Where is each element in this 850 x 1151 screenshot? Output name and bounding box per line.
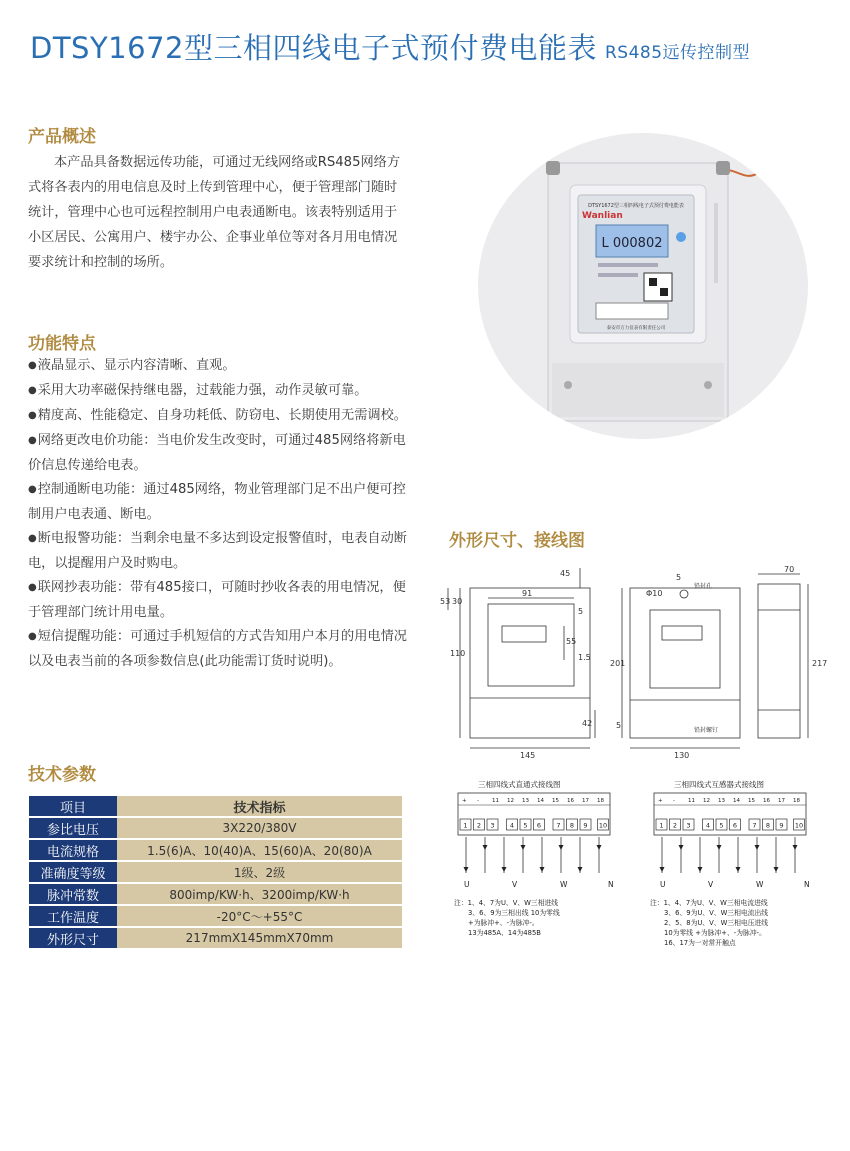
table-row xyxy=(29,883,402,905)
product-photo xyxy=(478,133,808,439)
spec-key: 准确度等级 xyxy=(29,861,117,883)
spec-key: 参比电压 xyxy=(29,817,117,839)
spec-value: 3X220/380V xyxy=(117,817,402,839)
screw-icon xyxy=(546,161,560,175)
phase-label: U xyxy=(464,880,470,889)
feature-item: ● 精度高、性能稳定、自身功耗低、防窃电、长期使用无需调校。 xyxy=(28,404,413,429)
terminal-label: 3 xyxy=(686,821,691,830)
aux-terminal-label: 12 xyxy=(703,798,710,804)
aux-terminal-label: - xyxy=(477,798,479,804)
terminal-label: 6 xyxy=(732,821,738,830)
aux-terminal-label: 11 xyxy=(492,798,499,804)
dim-phi10: Φ10 xyxy=(646,589,663,598)
qr-block xyxy=(649,278,657,286)
spec-value: 800imp/KW·h、3200imp/KW·h xyxy=(117,883,402,905)
terminal-label: 1 xyxy=(659,821,664,830)
terminal-label: 2 xyxy=(476,821,482,830)
overview-text: 本产品具备数据远传功能，可通过无线网络或RS485网络方式将各表内的用电信息及时上传到管理中心，便于管理部门随时统计，管理中心也可远程控制用户电表通断电。该表特别适用于小区居民、公寓用户、楼宇办公、企事业单位等对各月用电情况要求统计和控制的场所。 xyxy=(28,155,401,270)
arrow-icon xyxy=(679,845,684,850)
wiring-note: 2、5、8为U、V、W三相电压进线 xyxy=(664,919,769,927)
terminal-label: 8 xyxy=(569,821,575,830)
phase-label: W xyxy=(756,880,764,889)
arrow-icon xyxy=(578,867,583,872)
aux-terminal-label: 17 xyxy=(582,798,589,804)
phase-label: W xyxy=(560,880,568,889)
screw-icon xyxy=(716,161,730,175)
table-row xyxy=(29,817,402,839)
dim-145: 145 xyxy=(520,751,536,760)
wiring-note: 13为485A、14为485B xyxy=(468,929,541,937)
aux-terminal-label: 12 xyxy=(507,798,514,804)
dim-1-5: 1.5 xyxy=(578,653,591,662)
wiring-left xyxy=(454,779,614,937)
dim-201: 201 xyxy=(610,659,626,668)
terminal-label: 5 xyxy=(719,821,724,830)
meter-label-line xyxy=(598,263,658,267)
feature-item: ● 联网抄表功能：带有485接口，可随时抄收各表的用电情况，便于管理部门统计用电量。 xyxy=(28,576,413,625)
table-header-row xyxy=(29,796,402,817)
side-outline xyxy=(758,584,800,738)
seal-hole-label: 铅封孔 xyxy=(694,583,713,590)
dim-217: 217 xyxy=(812,659,828,668)
front-window xyxy=(488,604,577,686)
dim-30: 30 xyxy=(452,597,463,606)
aux-terminal-label: 14 xyxy=(537,798,544,804)
arrow-icon xyxy=(559,845,564,850)
terminal-label: 10 xyxy=(794,821,804,830)
terminal-label: 5 xyxy=(523,821,528,830)
spec-value: 1.5(6)A、10(40)A、15(60)A、20(80)A xyxy=(117,839,402,861)
terminal-label: 3 xyxy=(490,821,495,830)
spec-value: 1级、2级 xyxy=(117,861,402,883)
dimensions-heading: 外形尺寸、接线图 xyxy=(449,531,585,551)
wiring-note: 注：1、4、7为U、V、W三相电流进线 xyxy=(650,899,768,907)
terminal-label: 2 xyxy=(672,821,678,830)
spec-value: 217mmX145mmX70mm xyxy=(117,927,402,949)
meter-illustration xyxy=(478,133,808,439)
aux-terminal-label: 15 xyxy=(748,798,755,804)
dim-45: 45 xyxy=(560,569,571,578)
dim-55: 55 xyxy=(566,637,577,646)
dim-42: 42 xyxy=(582,719,593,728)
wiring-title: 三相四线式互感器式接线图 xyxy=(674,780,764,789)
arrow-icon xyxy=(521,845,526,850)
front-lcd xyxy=(502,626,546,642)
aux-terminal-label: - xyxy=(673,798,675,804)
arrow-icon xyxy=(717,845,722,850)
spec-key: 电流规格 xyxy=(29,839,117,861)
spec-header-key: 项目 xyxy=(29,796,117,817)
aux-terminal-label: 17 xyxy=(778,798,785,804)
title-sub: RS485远传控制型 xyxy=(604,43,751,63)
barcode-icon xyxy=(596,303,668,319)
page-title xyxy=(30,26,750,67)
phase-label: V xyxy=(708,880,714,889)
phase-label: N xyxy=(804,880,810,889)
arrow-icon xyxy=(793,845,798,850)
aux-terminal-label: 18 xyxy=(793,798,800,804)
spec-key: 外形尺寸 xyxy=(29,927,117,949)
lcd-reading: L 000802 xyxy=(601,236,663,251)
feature-item: ● 控制通断电功能：通过485网络，物业管理部门足不出户便可控制用户电表通、断电。 xyxy=(28,478,413,527)
terminal-label: 10 xyxy=(598,821,608,830)
wiring-diagrams xyxy=(450,775,830,960)
arrow-icon xyxy=(597,845,602,850)
features-heading: 功能特点 xyxy=(28,334,96,354)
screw-icon xyxy=(704,381,712,389)
spec-key: 工作温度 xyxy=(29,905,117,927)
meter-label-line xyxy=(598,273,638,277)
features-list xyxy=(28,354,413,674)
aux-terminal-label: 16 xyxy=(763,798,770,804)
aux-terminal-label: 16 xyxy=(567,798,574,804)
table-row xyxy=(29,839,402,861)
phase-label: N xyxy=(608,880,614,889)
aux-terminal-label: 11 xyxy=(688,798,695,804)
meter-footer: 泰安市万力仪表有限责任公司 xyxy=(606,326,666,331)
qr-block xyxy=(660,288,668,296)
wiring-note: 3、6、9为U、V、W三相电流出线 xyxy=(664,909,769,917)
aux-terminal-label: 18 xyxy=(597,798,604,804)
spec-header-value: 技术指标 xyxy=(117,796,402,817)
aux-terminal-label: 14 xyxy=(733,798,740,804)
dim-110: 110 xyxy=(450,649,466,658)
feature-item: ● 液晶显示、显示内容清晰、直观。 xyxy=(28,354,413,379)
wiring-note: 10为零线 +为脉冲+、-为脉冲-。 xyxy=(664,929,766,937)
terminal-label: 4 xyxy=(509,821,515,830)
overview-heading: 产品概述 xyxy=(28,127,96,147)
back-outline xyxy=(630,588,740,738)
spec-table xyxy=(29,796,402,950)
spec-key: 脉冲常数 xyxy=(29,883,117,905)
feature-item: ● 网络更改电价功能：当电价发生改变时，可通过485网络将新电价信息传递给电表。 xyxy=(28,429,413,478)
qr-code-icon xyxy=(644,273,672,301)
indicator-led xyxy=(676,232,686,242)
arrow-icon xyxy=(698,867,703,872)
back-lcd xyxy=(662,626,702,640)
wiring-note: 3、6、9为三相出线 10为零线 xyxy=(468,909,560,917)
arrow-icon xyxy=(483,845,488,850)
arrow-icon xyxy=(464,867,469,872)
seal-screw-label: 铅封螺钉 xyxy=(694,727,719,734)
terminal-label: 9 xyxy=(583,821,588,830)
arrow-icon xyxy=(540,867,545,872)
table-row xyxy=(29,861,402,883)
wiring-note: 16、17为一对常开触点 xyxy=(664,939,736,947)
feature-item: ● 断电报警功能：当剩余电量不多达到设定报警值时，电表自动断电，以提醒用户及时购电。 xyxy=(28,527,413,576)
aux-terminal-label: 13 xyxy=(718,798,725,804)
dimension-drawing xyxy=(440,560,840,760)
dim-back-5b: 5 xyxy=(616,721,622,730)
meter-side-slot xyxy=(714,203,718,283)
dim-53: 53 xyxy=(440,597,451,606)
dim-5: 5 xyxy=(578,607,584,616)
feature-item: ● 短信提醒功能：可通过手机短信的方式告知用户本月的用电情况以及电表当前的各项参数信息(此功能需订货时说明)。 xyxy=(28,625,413,674)
terminal-label: 6 xyxy=(536,821,542,830)
wiring-title: 三相四线式直通式接线图 xyxy=(478,780,561,789)
screw-icon xyxy=(564,381,572,389)
wiring-note: +为脉冲+、-为脉冲-。 xyxy=(468,919,539,927)
feature-item: ● 采用大功率磁保持继电器，过载能力强，动作灵敏可靠。 xyxy=(28,379,413,404)
terminal-label: 1 xyxy=(463,821,468,830)
phase-label: U xyxy=(660,880,666,889)
arrow-icon xyxy=(736,867,741,872)
title-main: DTSY1672型三相四线电子式预付费电能表 xyxy=(30,31,597,65)
aux-terminal-label: 13 xyxy=(522,798,529,804)
meter-brand: Wanlian xyxy=(582,211,623,221)
phase-label: V xyxy=(512,880,518,889)
dim-70: 70 xyxy=(784,565,795,574)
aux-terminal-label: + xyxy=(462,798,467,804)
terminal-label: 8 xyxy=(765,821,771,830)
terminal-label: 4 xyxy=(705,821,711,830)
arrow-icon xyxy=(774,867,779,872)
spec-value: -20°C～+55°C xyxy=(117,905,402,927)
aux-terminal-label: 15 xyxy=(552,798,559,804)
aux-terminal-label: + xyxy=(658,798,663,804)
terminal-label: 7 xyxy=(752,821,757,830)
wiring-note: 注：1、4、7为U、V、W三相进线 xyxy=(454,899,559,907)
terminal-cover xyxy=(552,363,724,417)
meter-model-text: DTSY1672型三相四线电子式预付费电能表 xyxy=(588,203,684,209)
table-row xyxy=(29,927,402,949)
terminal-label: 9 xyxy=(779,821,784,830)
back-window xyxy=(650,610,720,688)
dim-130: 130 xyxy=(674,751,690,760)
specs-heading: 技术参数 xyxy=(28,765,96,785)
arrow-icon xyxy=(502,867,507,872)
table-row xyxy=(29,905,402,927)
arrow-icon xyxy=(755,845,760,850)
arrow-icon xyxy=(660,867,665,872)
dim-91: 91 xyxy=(522,589,533,598)
wiring-right xyxy=(650,779,810,947)
terminal-label: 7 xyxy=(556,821,561,830)
dim-back-5: 5 xyxy=(676,573,682,582)
